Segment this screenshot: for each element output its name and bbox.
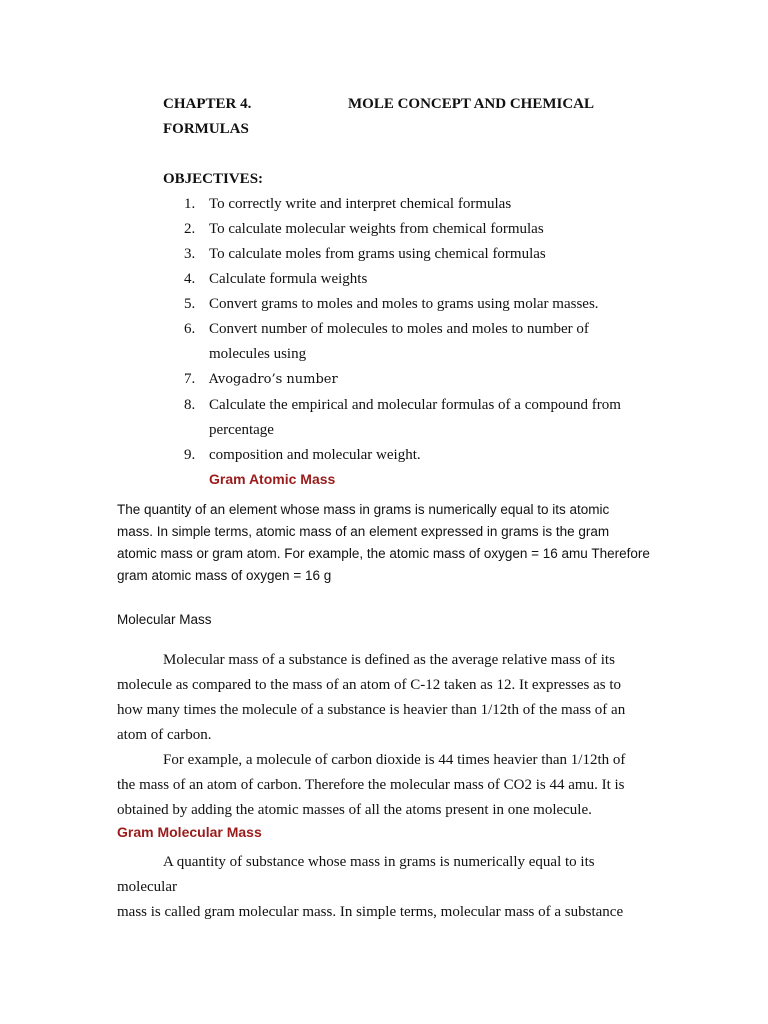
paragraph-line: mass is called gram molecular mass. In simple terms, molecular mass of a substance xyxy=(117,904,624,920)
objective-continuation: molecules using xyxy=(209,346,307,362)
paragraph-line: mass. In simple terms, atomic mass of an element expressed in grams is the gram xyxy=(117,524,610,539)
objective-text: Avogadro’s number xyxy=(209,372,338,387)
objective-number: 8. xyxy=(184,397,196,413)
objective-number: 2. xyxy=(184,221,196,237)
objective-number: 3. xyxy=(184,246,196,262)
paragraph-line: obtained by adding the atomic masses of all the atoms present in one molecule. xyxy=(117,802,592,818)
objective-item xyxy=(184,242,546,267)
objective-item xyxy=(184,192,511,217)
chapter-title-line1: MOLE CONCEPT AND CHEMICAL xyxy=(348,96,594,112)
paragraph-line: A quantity of substance whose mass in grams is numerically equal to its xyxy=(163,854,595,870)
objective-text: Calculate formula weights xyxy=(209,271,368,287)
objective-number: 1. xyxy=(184,196,196,212)
gram-molecular-mass-heading: Gram Molecular Mass xyxy=(117,824,262,840)
objective-text: composition and molecular weight. xyxy=(209,447,421,463)
objectives-heading: OBJECTIVES: xyxy=(163,171,264,187)
objective-text: To correctly write and interpret chemical formulas xyxy=(209,196,512,212)
objective-text: Calculate the empirical and molecular formulas of a compound from xyxy=(209,397,621,413)
paragraph-line: molecule as compared to the mass of an atom of C-12 taken as 12. It expresses as to xyxy=(117,677,622,693)
objective-number: 5. xyxy=(184,296,196,312)
paragraph-line: the mass of an atom of carbon. Therefore the molecular mass of CO2 is 44 amu. It is xyxy=(117,777,625,793)
paragraph-line: how many times the molecule of a substance is heavier than 1/12th of the mass of an xyxy=(117,702,626,718)
objective-text: Convert number of molecules to moles and moles to number of xyxy=(209,321,589,337)
molecular-mass-heading: Molecular Mass xyxy=(117,612,212,627)
gram-atomic-mass-heading: Gram Atomic Mass xyxy=(209,471,336,487)
objective-item xyxy=(184,367,338,392)
objective-text: Convert grams to moles and moles to grams using molar masses. xyxy=(209,296,599,312)
objective-item xyxy=(184,217,544,242)
objective-item xyxy=(184,393,621,418)
objective-item xyxy=(184,317,589,342)
paragraph-line: atomic mass or gram atom. For example, the atomic mass of oxygen = 16 amu Therefore xyxy=(117,546,650,561)
paragraph-line: gram atomic mass of oxygen = 16 g xyxy=(117,568,332,583)
paragraph-line: For example, a molecule of carbon dioxide is 44 times heavier than 1/12th of xyxy=(163,752,626,768)
chapter-label: CHAPTER 4. xyxy=(163,96,252,112)
objective-number: 9. xyxy=(184,447,196,463)
paragraph-line: The quantity of an element whose mass in grams is numerically equal to its atomic xyxy=(117,502,610,517)
objective-item xyxy=(184,292,599,317)
objective-number: 6. xyxy=(184,321,196,337)
paragraph-line: atom of carbon. xyxy=(117,727,212,743)
objective-continuation: percentage xyxy=(209,422,274,438)
paragraph-line: molecular xyxy=(117,879,177,895)
objective-item xyxy=(184,267,367,292)
objective-text: To calculate molecular weights from chemical formulas xyxy=(209,221,544,237)
objective-number: 4. xyxy=(184,271,196,287)
objective-number: 7. xyxy=(184,371,196,387)
objective-text: To calculate moles from grams using chemical formulas xyxy=(209,246,546,262)
chapter-title-line2: FORMULAS xyxy=(163,121,249,137)
objective-item xyxy=(184,443,421,468)
paragraph-line: Molecular mass of a substance is defined as the average relative mass of its xyxy=(163,652,615,668)
